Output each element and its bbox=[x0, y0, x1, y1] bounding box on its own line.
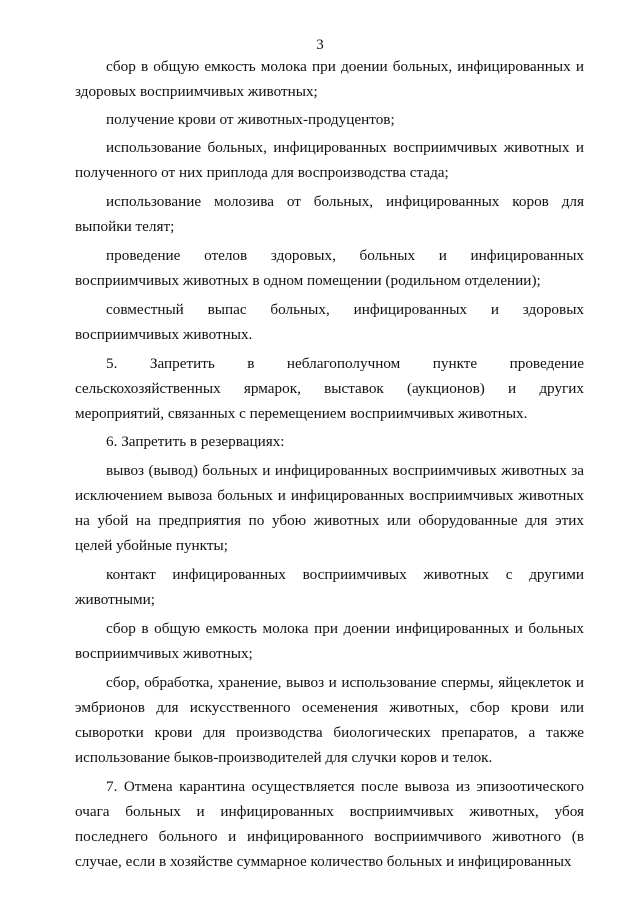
paragraph-p1 bbox=[75, 54, 584, 104]
text-line: очага больных и инфицированных восприимчивых животных, убоя bbox=[75, 803, 584, 820]
page-number: 3 bbox=[316, 37, 324, 53]
text-line: 7. Отмена карантина осуществляется после вывоза из эпизоотического bbox=[106, 778, 584, 795]
text-line: здоровых восприимчивых животных; bbox=[75, 83, 318, 100]
paragraph-p4 bbox=[75, 189, 584, 239]
text-line: восприимчивых животных; bbox=[75, 645, 253, 662]
text-line: сельскохозяйственных ярмарок, выставок (аукционов) и других bbox=[75, 380, 584, 397]
text-line: сбор в общую емкость молока при доении инфицированных и больных bbox=[106, 620, 584, 637]
text-line: животными; bbox=[75, 591, 156, 608]
text-line: исключением вывоза больных и инфицированных восприимчивых животных bbox=[75, 487, 584, 504]
text-line: на убой на предприятия по убою животных или оборудованные для этих bbox=[75, 512, 584, 529]
paragraph-p8 bbox=[75, 429, 584, 454]
text-line: получение крови от животных-продуцентов; bbox=[106, 111, 395, 128]
paragraph-p3 bbox=[75, 135, 584, 185]
paragraph-p6 bbox=[75, 297, 584, 347]
document-body bbox=[75, 54, 584, 874]
text-line: полученного от них приплода для воспроизводства стада; bbox=[75, 164, 449, 181]
paragraph-p11 bbox=[75, 616, 584, 666]
text-line: сыворотки крови для производства биологических препаратов, а также bbox=[75, 724, 584, 741]
text-line: использование молозива от больных, инфицированных коров для bbox=[106, 193, 584, 210]
text-line: использование больных, инфицированных восприимчивых животных и bbox=[106, 139, 584, 156]
text-line: восприимчивых животных в одном помещении (родильном отделении); bbox=[75, 272, 541, 289]
text-line: последнего больного и инфицированного восприимчивого животного (в bbox=[75, 828, 584, 845]
text-line: совместный выпас больных, инфицированных и здоровых bbox=[106, 301, 584, 318]
paragraph-p13 bbox=[75, 774, 584, 874]
text-line: целей убойные пункты; bbox=[75, 537, 228, 554]
paragraph-p9 bbox=[75, 458, 584, 558]
text-line: 5. Запретить в неблагополучном пункте проведение bbox=[106, 355, 584, 372]
text-line: проведение отелов здоровых, больных и инфицированных bbox=[106, 247, 584, 264]
text-line: 6. Запретить в резервациях: bbox=[106, 433, 285, 450]
paragraph-p10 bbox=[75, 562, 584, 612]
text-line: вывоз (вывод) больных и инфицированных восприимчивых животных за bbox=[106, 462, 584, 479]
text-line: эмбрионов для искусственного осеменения животных, сбор крови или bbox=[75, 699, 584, 716]
text-line: мероприятий, связанных с перемещением восприимчивых животных. bbox=[75, 405, 528, 422]
text-line: выпойки телят; bbox=[75, 218, 175, 235]
paragraph-p12 bbox=[75, 670, 584, 770]
paragraph-p7 bbox=[75, 351, 584, 426]
text-line: восприимчивых животных. bbox=[75, 326, 253, 343]
paragraph-p2 bbox=[75, 107, 584, 132]
paragraph-p5 bbox=[75, 243, 584, 293]
text-line: контакт инфицированных восприимчивых животных с другими bbox=[106, 566, 584, 583]
text-line: сбор в общую емкость молока при доении больных, инфицированных и bbox=[106, 58, 584, 75]
text-line: использование быков-производителей для случки коров и телок. bbox=[75, 749, 493, 766]
text-line: случае, если в хозяйстве суммарное количество больных и инфицированных bbox=[75, 853, 572, 870]
text-line: сбор, обработка, хранение, вывоз и использование спермы, яйцеклеток и bbox=[106, 674, 584, 691]
